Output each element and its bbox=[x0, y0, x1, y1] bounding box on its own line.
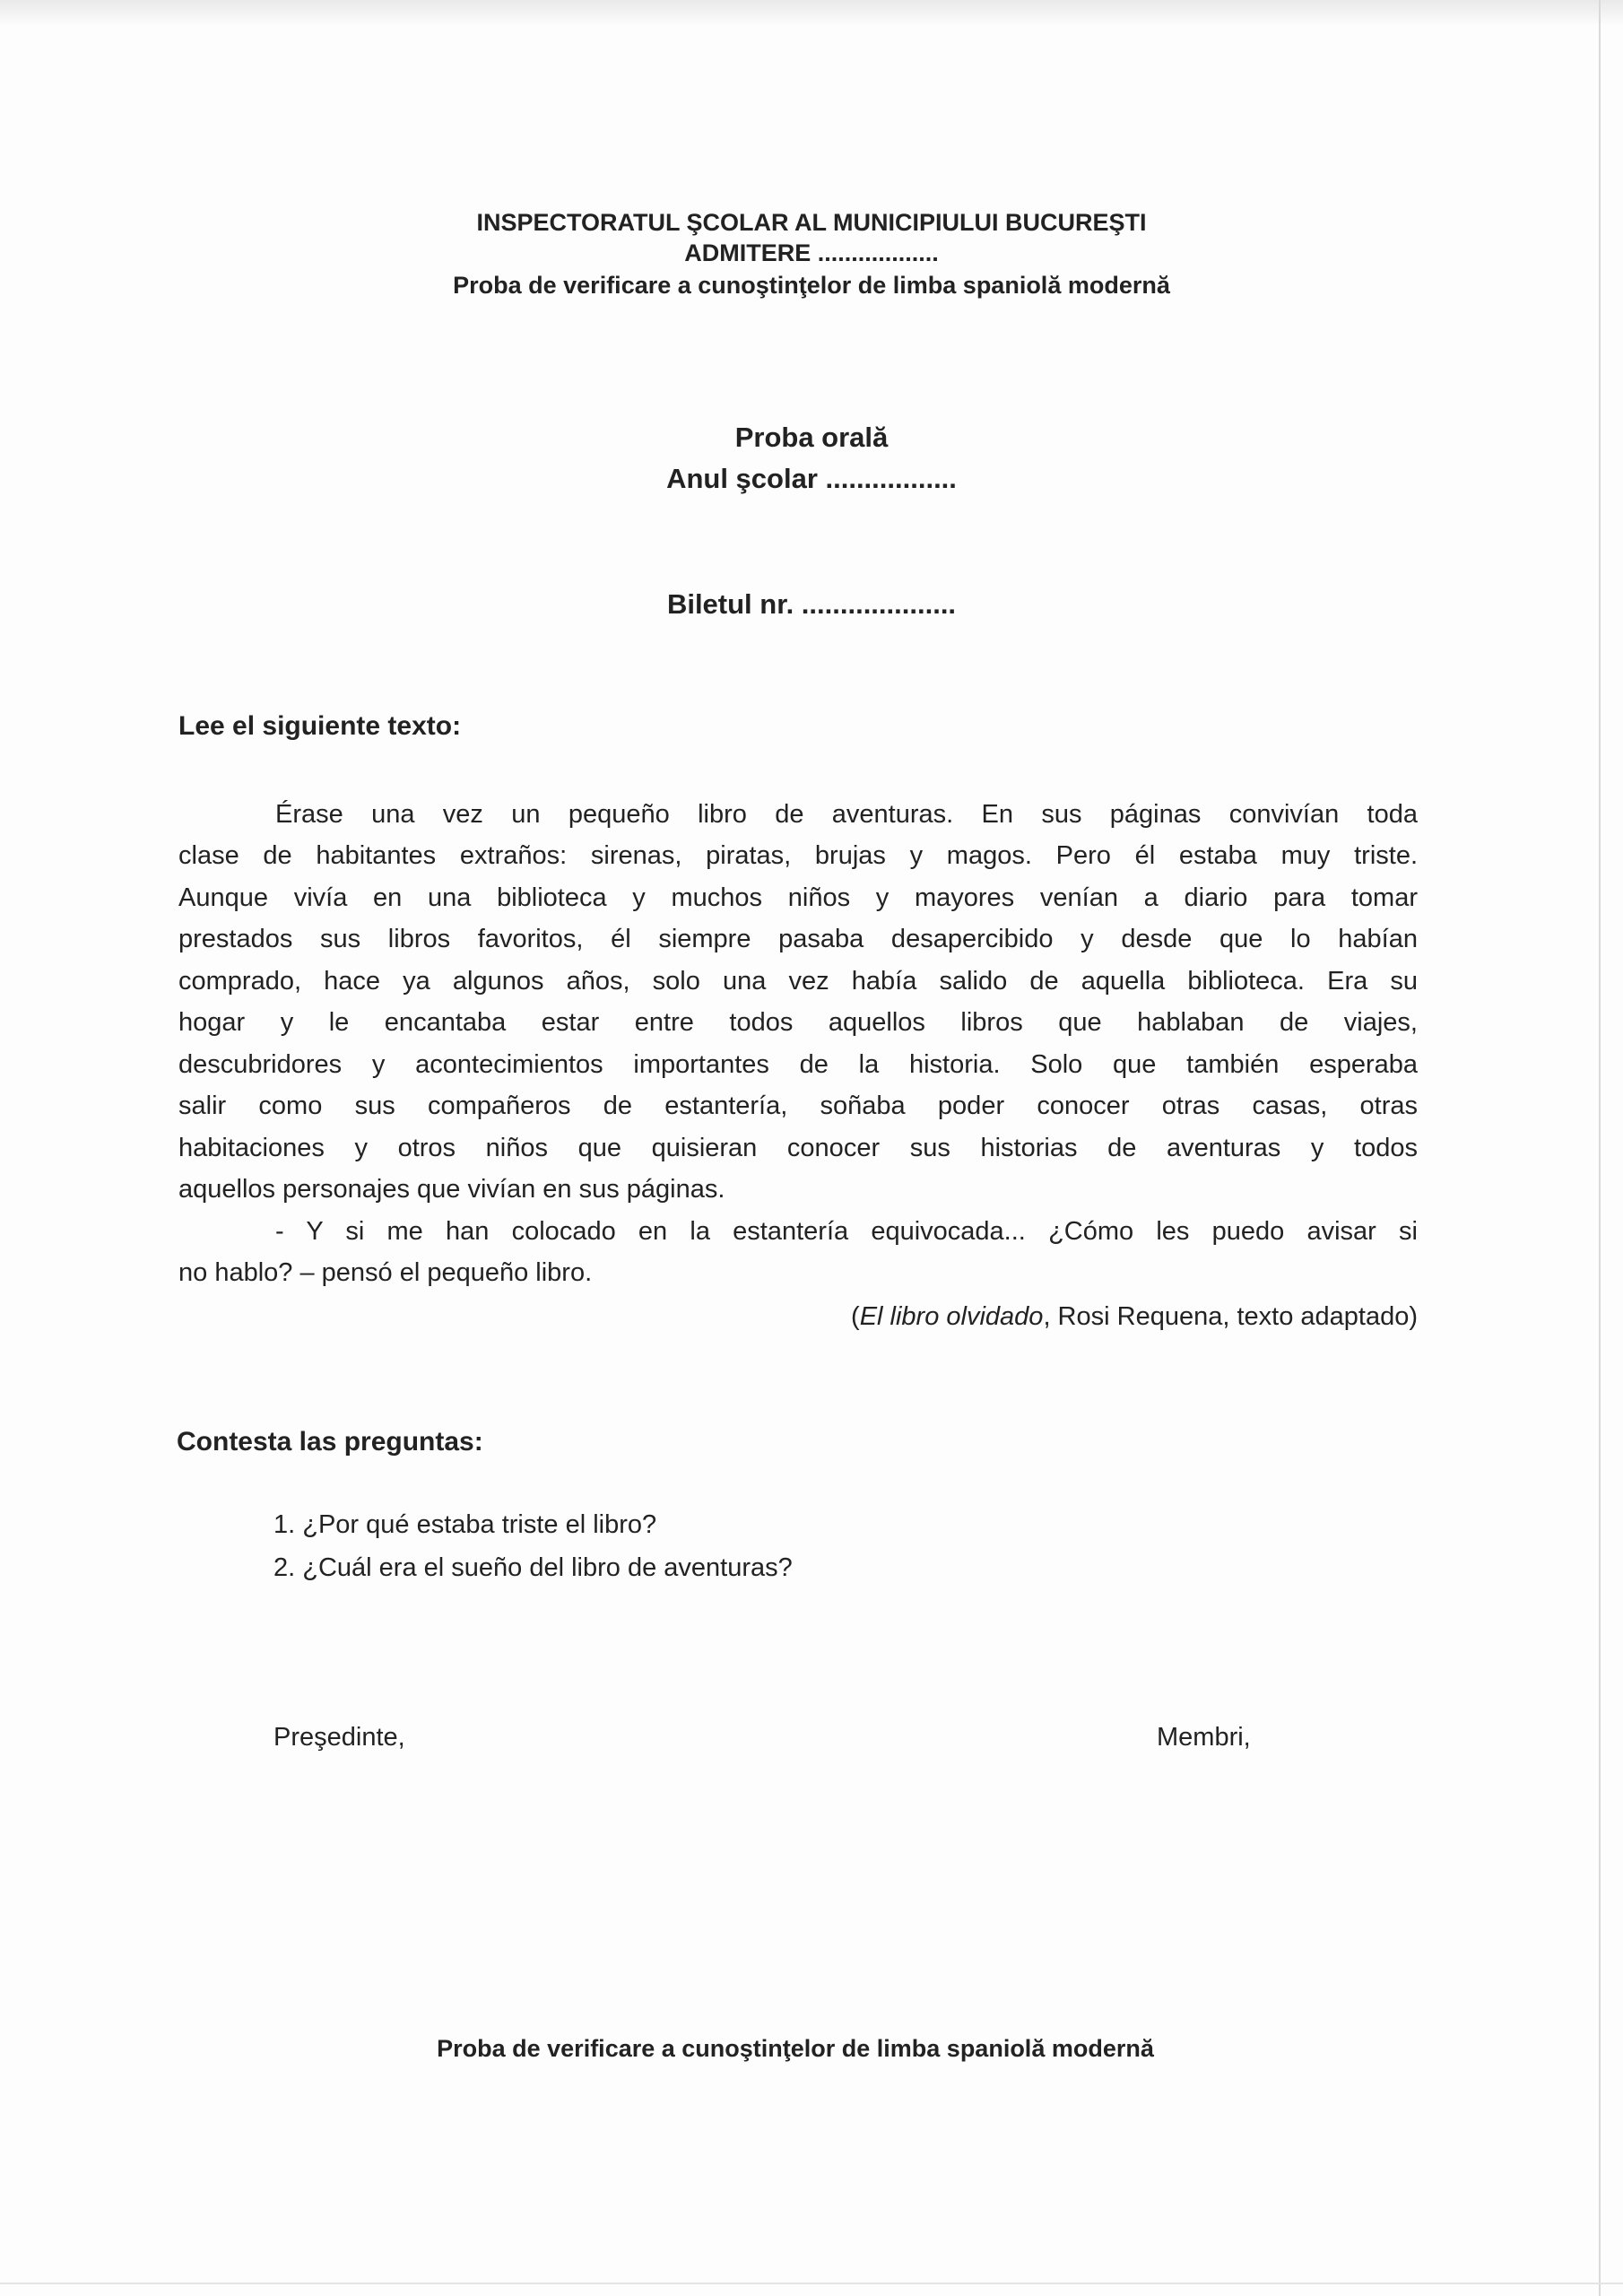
footer-text: Proba de verificare a cunoştinţelor de limba spaniolă modernă bbox=[437, 2035, 1154, 2062]
page-bottom-edge bbox=[0, 2283, 1623, 2284]
members-signature-label: Membri, bbox=[1157, 1723, 1251, 1752]
text-line: descubridores y acontecimientos importantes de la historia. Solo que también esperaba bbox=[178, 1050, 1418, 1079]
exam-type: Proba orală bbox=[734, 422, 889, 453]
scan-artifact bbox=[0, 0, 1623, 27]
question-item: 1. ¿Por qué estaba triste el libro? bbox=[273, 1510, 657, 1539]
question-item: 2. ¿Cuál era el sueño del libro de aventuras? bbox=[273, 1553, 793, 1582]
school-year: Anul şcolar ................. bbox=[666, 463, 957, 494]
president-signature-label: Preşedinte, bbox=[273, 1723, 405, 1752]
text-line: comprado, hace ya algunos años, solo una vez había salido de aquella biblioteca. Era su bbox=[178, 967, 1418, 996]
text-line: Aunque vivía en una biblioteca y muchos niños y mayores venían a diario para tomar bbox=[178, 883, 1418, 912]
institution-title: INSPECTORATUL ŞCOLAR AL MUNICIPIULUI BUCUREŞTI bbox=[476, 209, 1147, 236]
ticket-number: Biletul nr. .................... bbox=[666, 588, 957, 620]
reading-instruction: Lee el siguiente texto: bbox=[178, 711, 462, 741]
text-line: no hablo? – pensó el pequeño libro. bbox=[178, 1258, 593, 1287]
text-line: aquellos personajes que vivían en sus páginas. bbox=[178, 1175, 725, 1204]
questions-instruction: Contesta las preguntas: bbox=[177, 1427, 483, 1457]
text-line: habitaciones y otros niños que quisieran conocer sus historias de aventuras y todos bbox=[178, 1134, 1418, 1162]
citation-open: ( bbox=[851, 1302, 860, 1331]
page-edge bbox=[1599, 0, 1601, 2296]
admission-line: ADMITERE .................. bbox=[684, 239, 939, 266]
citation-title: El libro olvidado bbox=[859, 1302, 1044, 1331]
text-line: hogar y le encantaba estar entre todos aquellos libros que hablaban de viajes, bbox=[178, 1008, 1418, 1037]
exam-title: Proba de verificare a cunoştinţelor de limba spaniolă modernă bbox=[453, 272, 1170, 299]
text-line: salir como sus compañeros de estantería, soñaba poder conocer otras casas, otras bbox=[178, 1091, 1418, 1120]
citation-author: , Rosi Requena, texto adaptado) bbox=[1043, 1302, 1418, 1331]
text-line: prestados sus libros favoritos, él siempre pasaba desapercibido y desde que lo habían bbox=[178, 925, 1418, 953]
citation bbox=[851, 1301, 1418, 1332]
text-line: Érase una vez un pequeño libro de aventuras. En sus páginas convivían toda bbox=[275, 800, 1418, 829]
text-line: - Y si me han colocado en la estantería equivocada... ¿Cómo les puedo avisar si bbox=[275, 1217, 1418, 1246]
text-line: clase de habitantes extraños: sirenas, piratas, brujas y magos. Pero él estaba muy triste. bbox=[178, 841, 1418, 870]
